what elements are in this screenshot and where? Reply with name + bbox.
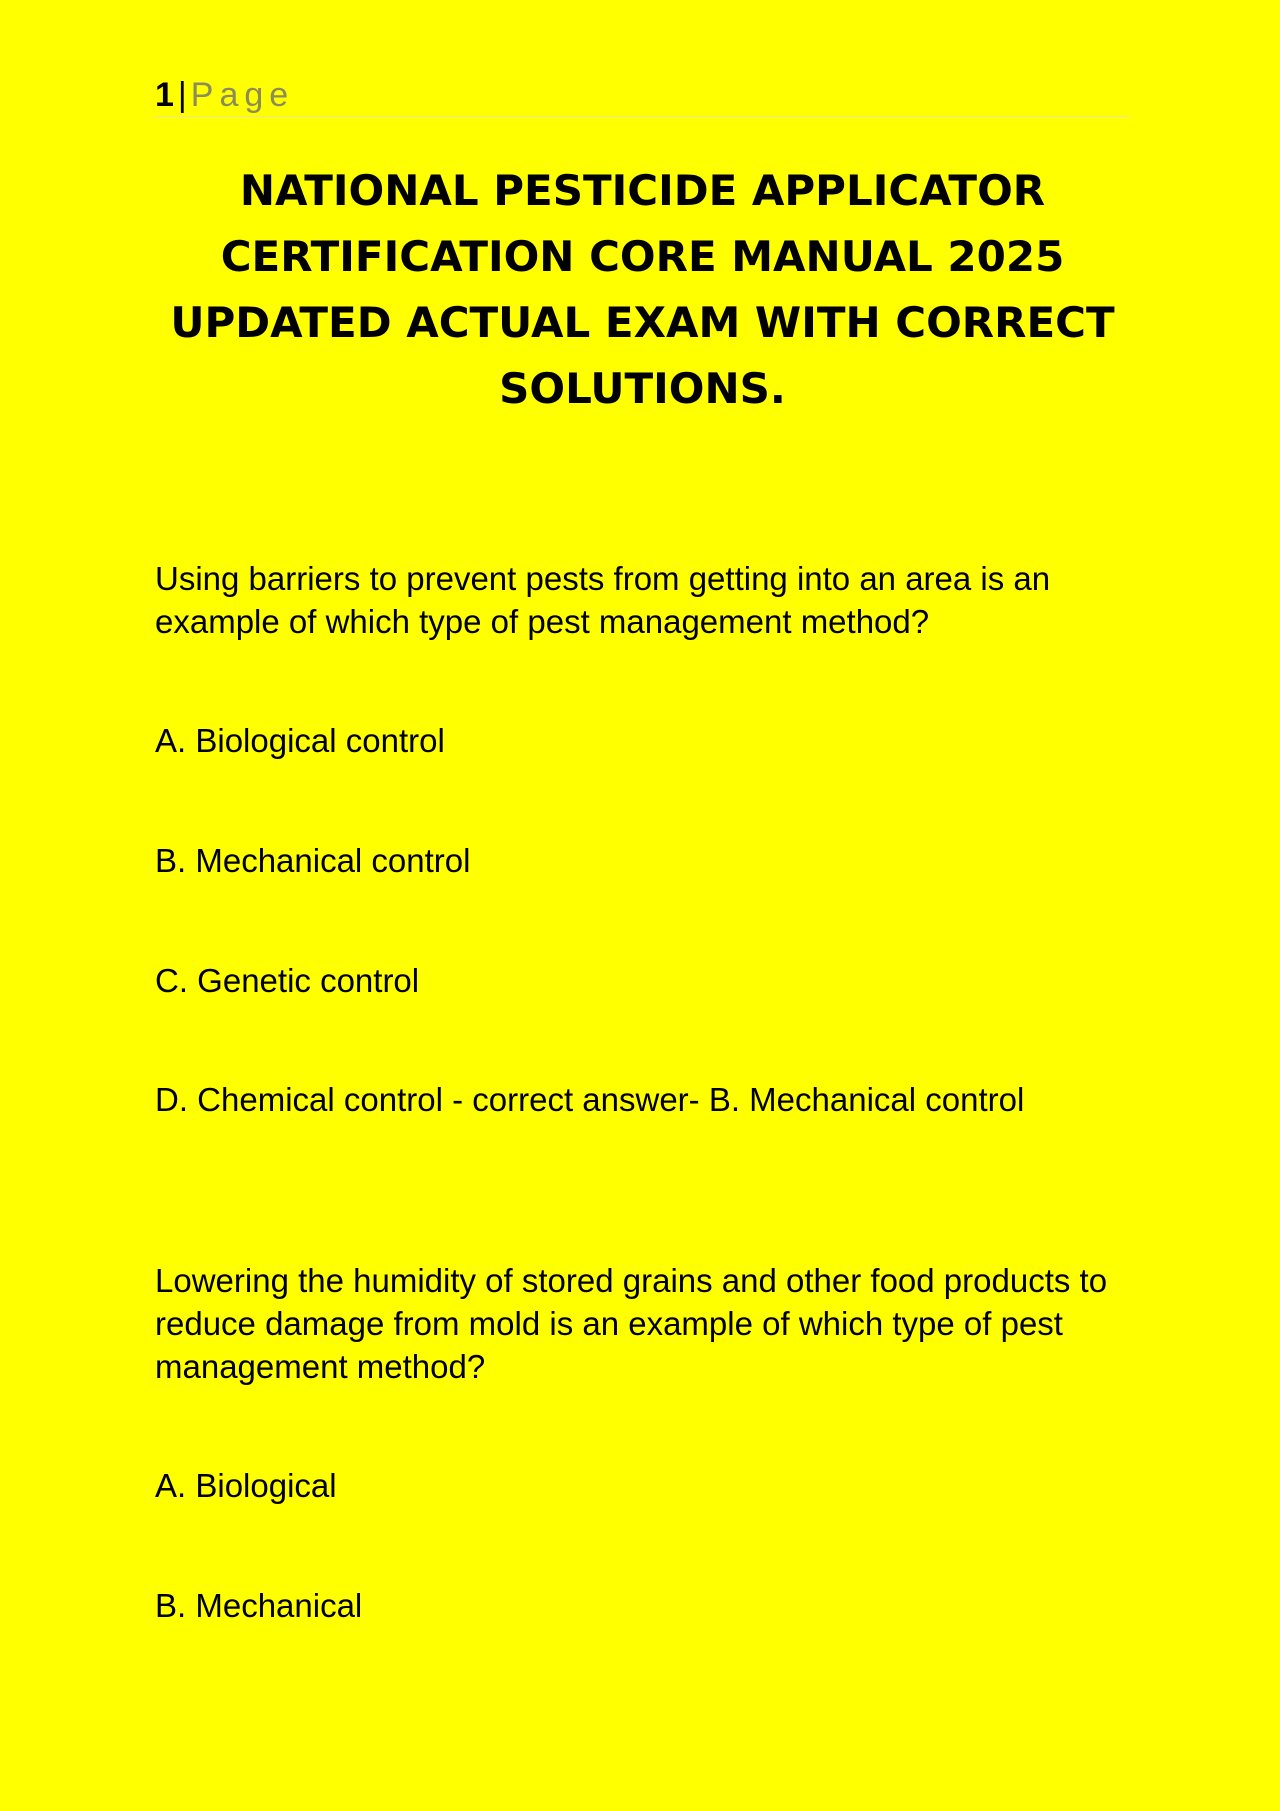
- question-1-text: Using barriers to prevent pests from getting into an area is an example of which type of pest management method?: [155, 560, 1051, 640]
- question-1-option-d-answer: D. Chemical control - correct answer- B. Mechanical control: [155, 1081, 1025, 1118]
- question-2-text: Lowering the humidity of stored grains and other food products to reduce damage from mold is an example of which type of pest management method?: [155, 1262, 1108, 1385]
- question-2-option-b: B. Mechanical: [155, 1587, 363, 1624]
- question-2-option-a: A. Biological: [155, 1467, 337, 1504]
- page-header: [155, 74, 1130, 117]
- header-separator: |: [177, 76, 187, 114]
- page-label: Page: [190, 76, 295, 114]
- question-1-option-c: C. Genetic control: [155, 962, 420, 999]
- page-number: 1: [155, 76, 174, 114]
- question-1-option-b: B. Mechanical control: [155, 842, 471, 879]
- document-title: NATIONAL PESTICIDE APPLICATOR CERTIFICATION CORE MANUAL 2025 UPDATED ACTUAL EXAM WITH CORRECT SOLUTIONS.: [170, 166, 1115, 413]
- question-1-option-a: A. Biological control: [155, 722, 445, 759]
